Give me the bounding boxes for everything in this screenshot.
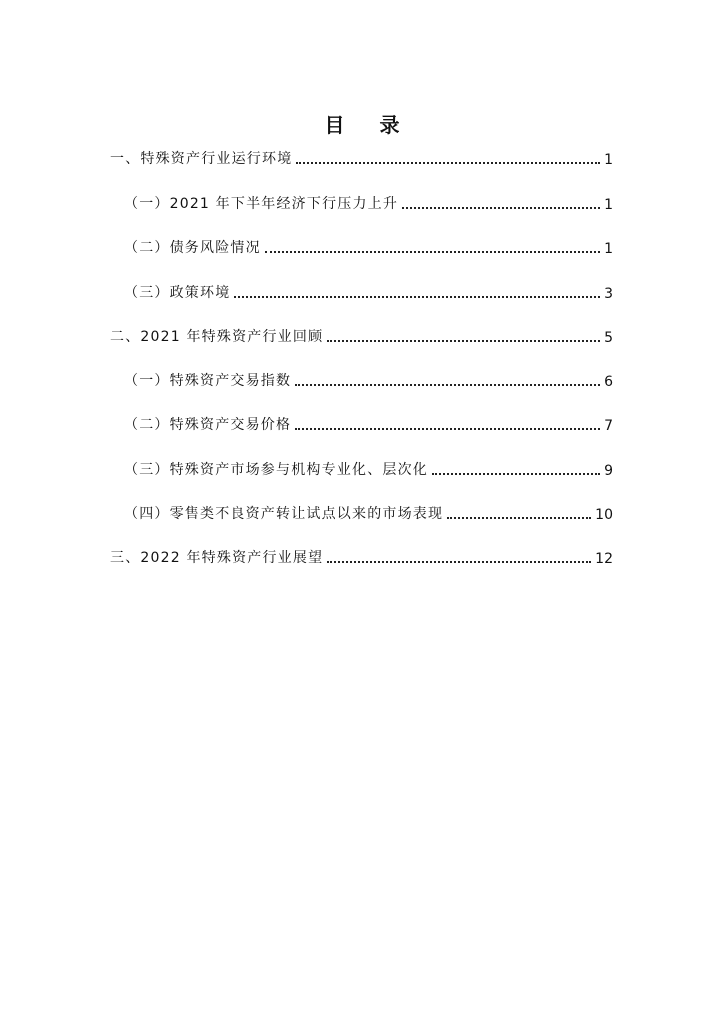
toc-entry[interactable] (124, 503, 613, 523)
toc-entry-page: 6 (604, 374, 613, 390)
toc-entry[interactable] (110, 547, 613, 567)
toc-entry-page: 1 (604, 152, 613, 168)
toc-entry-page: 1 (604, 241, 613, 257)
toc-entry-label: （四）零售类不良资产转让试点以来的市场表现 (124, 506, 444, 522)
dot-leader (432, 473, 600, 475)
toc-entry-label: （一）2021 年下半年经济下行压力上升 (124, 196, 399, 212)
toc-entry-page: 1 (604, 197, 613, 213)
toc-entry-page: 12 (595, 551, 613, 567)
toc-entry-page: 7 (604, 418, 613, 434)
toc-entry-page: 5 (604, 330, 613, 346)
toc-entry[interactable] (124, 237, 613, 257)
toc-entry-page: 9 (604, 463, 613, 479)
dot-leader (295, 384, 600, 386)
dot-leader (296, 162, 600, 164)
toc-entry[interactable] (124, 370, 613, 390)
dot-leader (402, 207, 600, 209)
toc-entry[interactable] (124, 193, 613, 213)
dot-leader (295, 428, 600, 430)
toc-entry-label: 二、2021 年特殊资产行业回顾 (110, 329, 324, 345)
dot-leader (447, 517, 591, 519)
toc-entry[interactable] (124, 414, 613, 434)
toc-entry-label: 三、2022 年特殊资产行业展望 (110, 550, 324, 566)
dot-leader (265, 251, 600, 253)
toc-entry[interactable] (124, 282, 613, 302)
dot-leader (327, 340, 600, 342)
toc-entry-label: 一、特殊资产行业运行环境 (110, 151, 293, 167)
toc-entry-label: （一）特殊资产交易指数 (124, 373, 292, 389)
toc-entry-label: （二）债务风险情况 (124, 240, 261, 256)
dot-leader (327, 561, 591, 563)
toc-entry-label: （二）特殊资产交易价格 (124, 417, 292, 433)
toc-entry[interactable] (110, 148, 613, 168)
toc-entry[interactable] (124, 459, 613, 479)
dot-leader (234, 296, 600, 298)
toc-entry-label: （三）特殊资产市场参与机构专业化、层次化 (124, 462, 428, 478)
toc-entry-page: 10 (595, 507, 613, 523)
toc-title: 目 录 (324, 113, 414, 137)
toc-entry[interactable] (110, 326, 613, 346)
toc-entry-page: 3 (604, 286, 613, 302)
toc-entry-label: （三）政策环境 (124, 285, 231, 301)
